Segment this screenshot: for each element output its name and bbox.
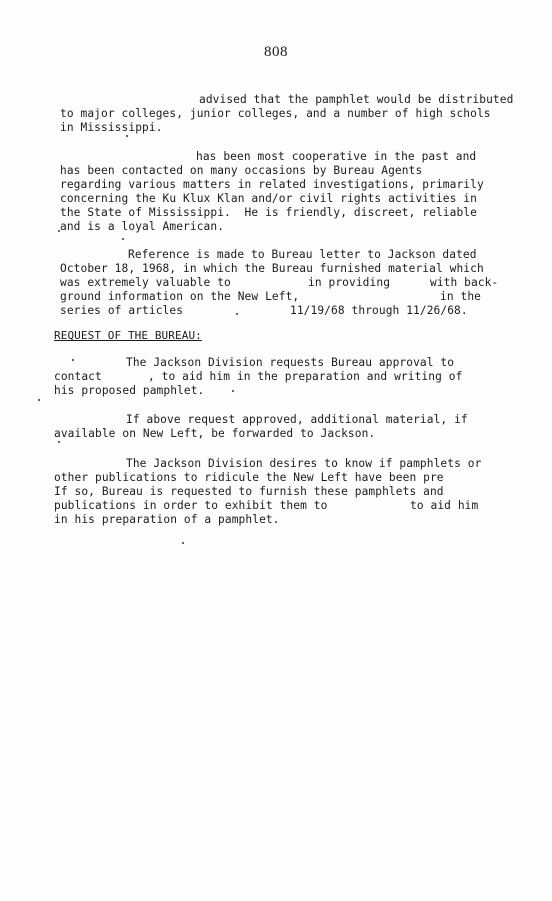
scan-speck xyxy=(236,313,238,315)
p2-line-6: and is a loyal American. xyxy=(60,220,225,233)
p1-line-2: to major colleges, junior colleges, and a number of high schols xyxy=(60,107,491,120)
scan-speck xyxy=(38,399,40,401)
section-heading: REQUEST OF THE BUREAU: xyxy=(54,329,202,342)
scan-speck xyxy=(232,390,234,392)
p3-line-1: Reference is made to Bureau letter to Jackson dated xyxy=(128,248,477,261)
p2-line-4: concerning the Ku Klux Klan and/or civil rights activities in xyxy=(60,192,477,205)
scan-speck xyxy=(122,238,124,240)
scan-speck xyxy=(72,359,74,361)
scan-speck xyxy=(126,135,128,137)
p4-line-2a: contact xyxy=(54,370,102,383)
p3-line-5b: 11/19/68 through 11/26/68. xyxy=(290,304,468,317)
p3-line-3b: in providing xyxy=(308,276,391,289)
p3-line-3a: was extremely valuable to xyxy=(60,276,231,289)
p6-line-5: in his preparation of a pamphlet. xyxy=(54,513,280,526)
p6-line-4b: to aid him xyxy=(410,499,479,512)
page-number: 808 xyxy=(264,44,288,60)
p2-line-5: the State of Mississippi. He is friendly, discreet, reliable xyxy=(60,206,477,219)
p6-line-4a: publications in order to exhibit them to xyxy=(54,499,328,512)
p4-line-3: his proposed pamphlet. xyxy=(54,384,205,397)
p2-line-3: regarding various matters in related investigations, primarily xyxy=(60,178,484,191)
p6-line-2: other publications to ridicule the New Left have been pre xyxy=(54,471,444,484)
scan-speck xyxy=(58,441,60,443)
p1-line-3: in Mississippi. xyxy=(60,121,163,134)
p3-line-3c: with back- xyxy=(430,276,499,289)
p1-line-1: advised that the pamphlet would be distributed xyxy=(199,93,514,106)
p6-line-1: The Jackson Division desires to know if pamphlets or xyxy=(126,457,482,470)
p3-line-4b: in the xyxy=(440,290,482,303)
p6-line-3: If so, Bureau is requested to furnish these pamphlets and xyxy=(54,485,444,498)
p2-line-2: has been contacted on many occasions by Bureau Agents xyxy=(60,164,423,177)
p4-line-1: The Jackson Division requests Bureau approval to xyxy=(126,356,455,369)
scan-speck xyxy=(58,230,60,232)
p3-line-4a: ground information on the New Left, xyxy=(60,290,300,303)
p5-line-1: If above request approved, additional material, if xyxy=(126,413,468,426)
p3-line-2: October 18, 1968, in which the Bureau furnished material which xyxy=(60,262,484,275)
p3-line-5a: series of articles xyxy=(60,304,184,317)
p4-line-2b: , to aid him in the preparation and writing of xyxy=(148,370,463,383)
p5-line-2: available on New Left, be forwarded to Jackson. xyxy=(54,427,376,440)
scan-speck xyxy=(182,542,184,544)
p2-line-1: has been most cooperative in the past and xyxy=(196,150,477,163)
